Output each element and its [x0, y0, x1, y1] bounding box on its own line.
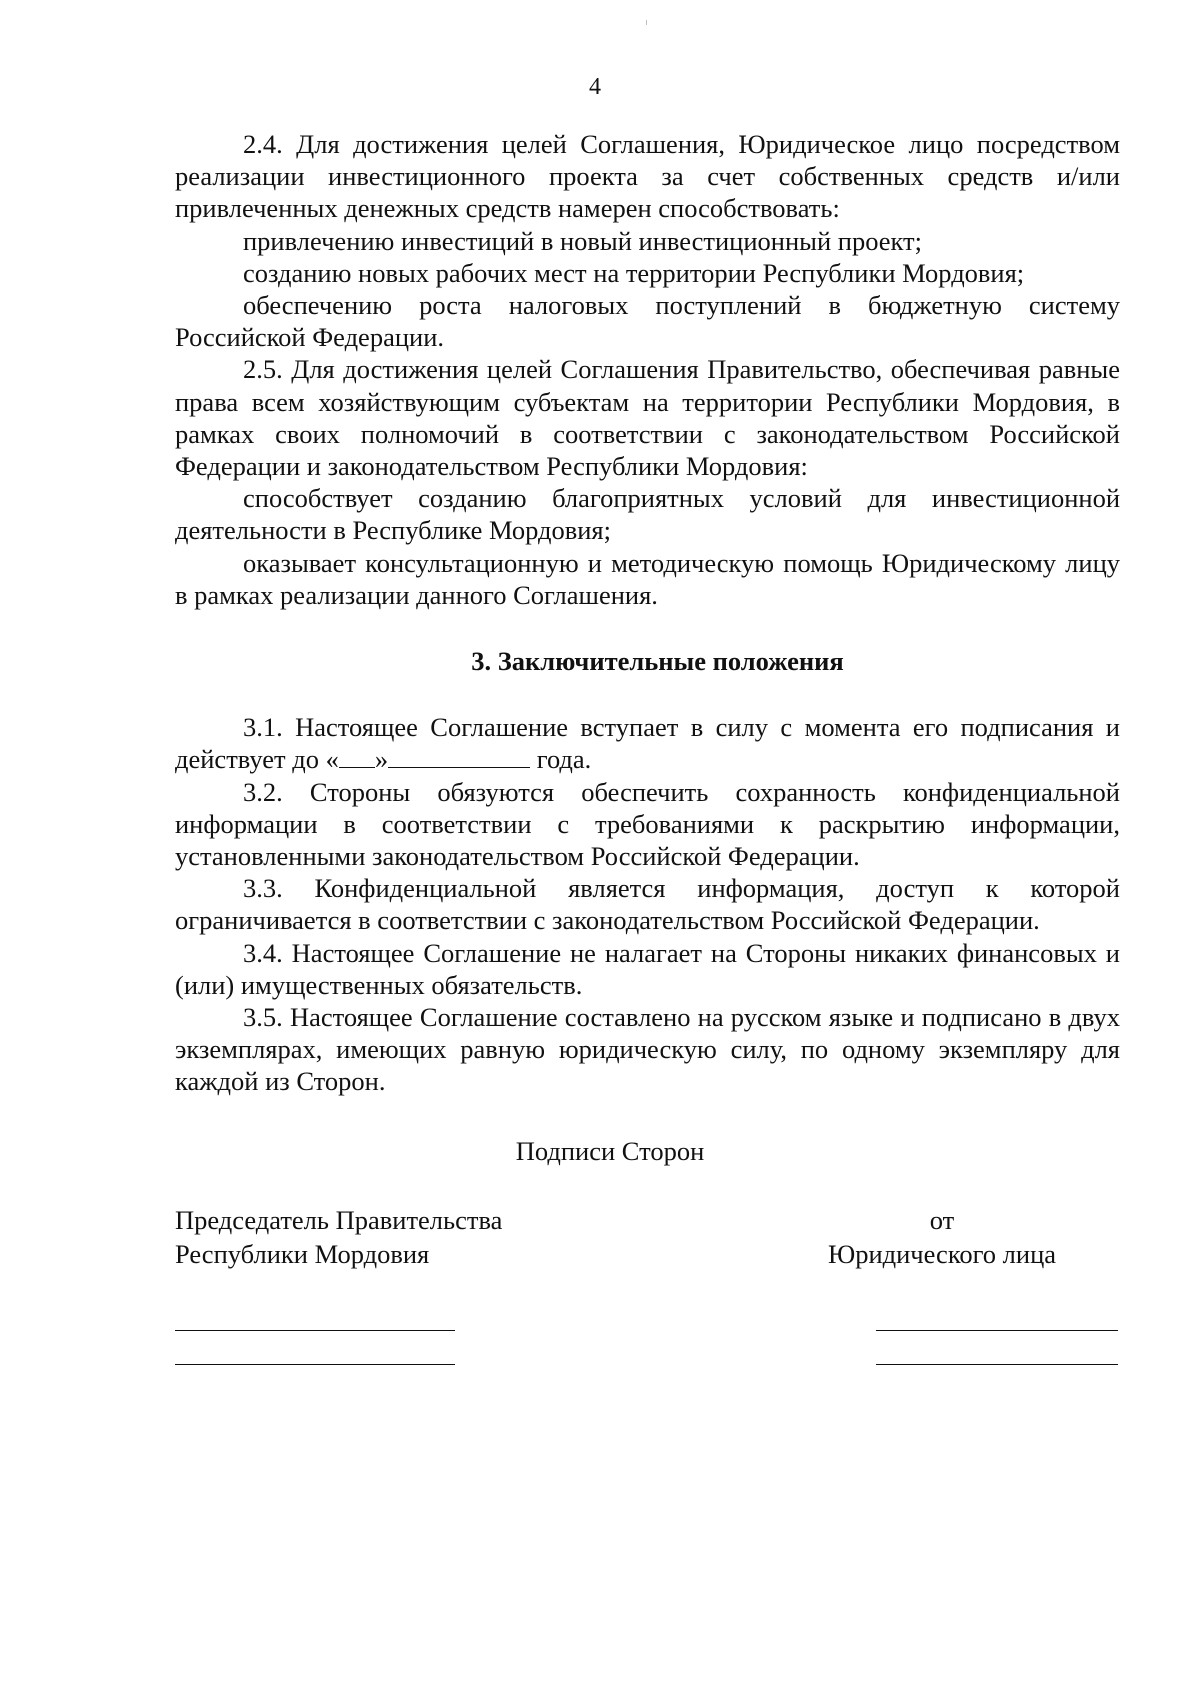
paragraph-3-1	[175, 711, 1120, 775]
paragraph-3-2: 3.2. Стороны обязуются обеспечить сохранность конфиденциальной информации в соответствии с требованиями к раскрытию информации, установленными законодательством Российской Федерации.	[175, 776, 1120, 872]
paragraph-2-4: 2.4. Для достижения целей Соглашения, Юридическое лицо посредством реализации инвестиционного проекта за счет собственных средств и/или привлеченных денежных средств намерен способствовать:	[175, 129, 1120, 224]
signatory-government	[175, 1203, 502, 1271]
date-open-quote: «	[325, 744, 339, 775]
signatory-government-line-1: Председатель Правительства	[175, 1205, 503, 1235]
paragraph-2-5-item-assistance: оказывает консультационную и методическую помощь Юридическому лицу в рамках реализации данного Соглашения.	[175, 547, 1120, 610]
page-number: 4	[589, 74, 601, 100]
paragraph-3-1-text: 3.1. Настоящее Соглашение вступает в силу с момента его подписания и действует до	[175, 712, 1120, 775]
signatory-legal-entity	[812, 1203, 1072, 1271]
section-3-heading: 3. Заключительные положения	[471, 646, 844, 677]
legal-entity-signature-line	[876, 1330, 1118, 1331]
paragraph-2-5: 2.5. Для достижения целей Соглашения Правительство, обеспечивая равные права всем хозяйствующим субъектам на территории Республики Мордовия, в рамках своих полномочий в соответствии с законодательством Российской Федерации и законодательством Республики Мордовия:	[175, 354, 1120, 482]
scan-speck	[646, 20, 647, 25]
paragraph-3-4: 3.4. Настоящее Соглашение не налагает на Стороны никаких финансовых и (или) имущественных обязательств.	[175, 937, 1120, 1000]
paragraph-2-4-item-jobs: созданию новых рабочих мест на территории Республики Мордовия;	[243, 257, 1025, 288]
paragraph-3-3: 3.3. Конфиденциальной является информация, доступ к которой ограничивается в соответствии с законодательством Российской Федерации.	[175, 873, 1120, 936]
legal-entity-name-line	[876, 1364, 1118, 1365]
date-month-year-blank	[388, 745, 530, 768]
signatory-government-line-2: Республики Мордовия	[175, 1239, 430, 1269]
document-body	[175, 128, 1120, 1098]
signatory-legal-entity-line-1: от	[929, 1205, 955, 1235]
paragraph-3-1-end: года.	[530, 744, 592, 775]
date-day-blank	[339, 745, 375, 768]
signatures-title: Подписи Сторон	[515, 1136, 705, 1166]
date-close-quote: »	[374, 744, 389, 775]
government-name-line	[175, 1364, 455, 1365]
government-signature-line	[175, 1330, 455, 1331]
signatory-legal-entity-line-2: Юридического лица	[827, 1239, 1057, 1269]
paragraph-3-5: 3.5. Настоящее Соглашение составлено на русском языке и подписано в двух экземплярах, имеющих равную юридическую силу, по одному экземпляру для каждой из Сторон.	[175, 1002, 1120, 1097]
paragraph-2-5-item-conditions: способствует созданию благоприятных условий для инвестиционной деятельности в Республике Мордовия;	[175, 483, 1120, 546]
paragraph-2-4-item-tax: обеспечению роста налоговых поступлений в бюджетную систему Российской Федерации.	[175, 290, 1120, 353]
paragraph-2-4-item-investments: привлечению инвестиций в новый инвестиционный проект;	[243, 225, 922, 256]
